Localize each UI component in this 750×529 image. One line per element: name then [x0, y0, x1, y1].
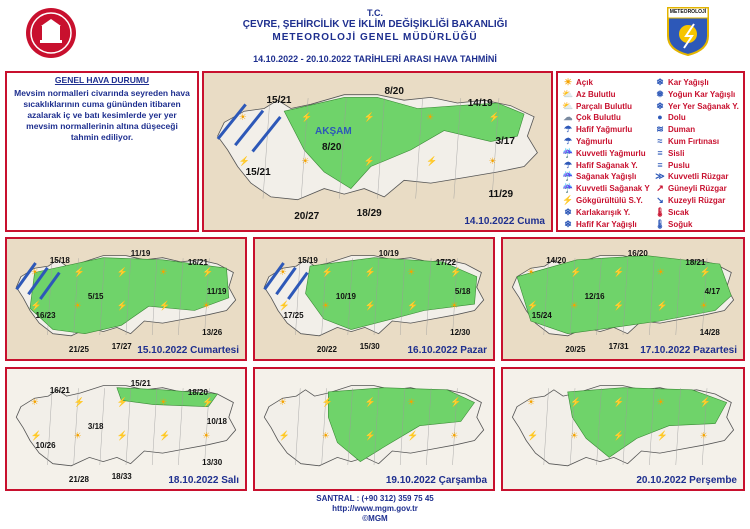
legend-label: Güneyli Rüzgar [668, 184, 727, 194]
thunderstorm-icon: ⚡ [613, 397, 625, 407]
sandstorm-icon: ≈ [657, 136, 663, 146]
temperature-label: 10/18 [206, 417, 227, 426]
sun-icon: ☀ [488, 156, 497, 167]
temperature-label: 21/25 [68, 344, 89, 354]
temperature-label: 11/19 [206, 287, 227, 296]
legend-label: Kum Fırtınası [668, 137, 720, 146]
sun-icon: ☀ [450, 430, 459, 441]
sun-icon: ☀ [450, 300, 459, 311]
temperature-label: 8/20 [321, 142, 342, 154]
turkey-map [255, 369, 493, 489]
rain-icon: ☂ [563, 136, 573, 146]
sun-icon: ☀ [563, 77, 573, 87]
thunderstorm-icon: ⚡ [116, 267, 128, 277]
partly-cloudy-icon: ⛅ [562, 100, 574, 111]
light-snow-icon: ❄ [564, 218, 572, 229]
legend-item [654, 219, 692, 230]
thunderstorm-icon: ⚡ [73, 267, 85, 277]
map-date-label: 19.10.2022 Çarşamba [385, 475, 487, 486]
temperature-label: 13/26 [202, 327, 223, 337]
legend-label: Hafif Yağmurlu [576, 125, 633, 135]
thunderstorm-icon: ⚡ [407, 430, 419, 441]
legend-label: Hafif Kar Yağışlı [576, 219, 637, 229]
thunderstorm-icon: ⚡ [699, 267, 712, 277]
legend-label: Kuzeyli Rüzgar [668, 196, 726, 205]
thunderstorm-icon: ⚡ [450, 397, 462, 407]
light-rain-icon: ☂ [563, 124, 573, 135]
temperature-label: 14/20 [546, 255, 567, 265]
header-directorate: METEOROLOJİ GENEL MÜDÜRLÜĞÜ [272, 32, 478, 43]
legend-label: Yer Yer Sağanak Y. [668, 101, 739, 111]
sun-icon: ☀ [570, 300, 579, 311]
thunderstorm-icon: ⚡ [613, 300, 625, 311]
hot-icon: 🌡 [654, 206, 666, 217]
thunderstorm-icon: ⚡ [613, 430, 625, 441]
legend-label: Açık [576, 78, 593, 87]
thunderstorm-icon: ⚡ [426, 156, 438, 167]
map-date-label: 15.10.2022 Cumartesi [137, 345, 239, 356]
sun-icon: ☀ [238, 112, 247, 123]
legend-label: Parçalı Bulutlu [576, 101, 633, 111]
temperature-label: 15/24 [531, 311, 552, 320]
temperature-label: 15/30 [359, 342, 380, 352]
header-date-range: 14.10.2022 - 20.10.2022 TARİHLERİ ARASI HAVA TAHMİNİ [253, 54, 497, 64]
footer-copyright: ©MGM [362, 514, 388, 523]
legend-item [562, 219, 637, 230]
turkey-map [503, 369, 743, 489]
thunderstorm-icon: ⚡ [301, 112, 313, 123]
legend-item [654, 124, 695, 135]
legend-box [556, 71, 745, 232]
legend-item [562, 89, 616, 100]
thunderstorm-icon: ⚡ [278, 430, 291, 441]
legend-item [654, 101, 739, 112]
legend-item [562, 160, 638, 171]
sun-icon: ☀ [656, 397, 665, 407]
temperature-label: 16/20 [627, 248, 648, 258]
temperature-label: 14/19 [467, 98, 493, 110]
thunderstorm-icon: ⚡ [488, 112, 500, 123]
legend-item [654, 148, 684, 158]
sun-icon: ☀ [321, 430, 330, 441]
sun-icon: ☀ [527, 267, 536, 277]
north-wind-icon: ↘ [656, 195, 664, 205]
legend-label: Yoğun Kar Yağışlı [668, 89, 736, 99]
heavy-shower-icon: ☔ [562, 183, 574, 194]
legend-label: Puslu [668, 160, 690, 170]
legend-item [654, 160, 690, 170]
legend-item [654, 89, 735, 100]
temperature-label: 18/20 [187, 388, 208, 398]
thunderstorm-icon: ⚡ [278, 300, 291, 311]
turkey-map [7, 239, 245, 359]
sun-icon: ☀ [30, 397, 39, 407]
map-date-label: 20.10.2022 Perşembe [636, 475, 737, 486]
sun-icon: ☀ [159, 397, 168, 407]
sun-icon: ☀ [527, 397, 536, 407]
thunderstorm-icon: ⚡ [570, 267, 582, 277]
smoke-icon: ≋ [656, 124, 664, 135]
thunderstorm-icon: ⚡ [116, 300, 128, 311]
legend-item [562, 112, 621, 123]
legend-label: Sıcak [668, 207, 689, 217]
thunderstorm-icon: ⚡ [364, 267, 376, 277]
footer-phone: SANTRAL : (+90 312) 359 75 45 [316, 494, 434, 503]
legend-item [654, 183, 727, 194]
temperature-label: 17/25 [283, 311, 304, 320]
legend-label: Sisli [668, 148, 685, 158]
fog-icon: ≡ [657, 147, 663, 158]
legend-label: Kar Yağışlı [668, 78, 709, 87]
map-panel-thursday [501, 367, 745, 491]
strong-wind-icon: ≫ [655, 171, 665, 182]
sun-icon: ☀ [73, 300, 82, 311]
mgm-logo [666, 6, 710, 56]
thunderstorm-icon: ⚡ [202, 267, 214, 277]
temperature-label: 10/19 [335, 291, 356, 301]
legend-label: Çok Bulutlu [576, 113, 621, 123]
south-wind-icon: ↗ [656, 183, 664, 194]
temperature-label: 14/28 [699, 327, 720, 337]
thunderstorm-icon: ⚡ [656, 300, 668, 311]
map-panel-wednesday [253, 367, 495, 491]
temperature-label: 18/29 [356, 208, 382, 220]
temperature-label: 12/30 [450, 327, 471, 337]
legend-item [654, 112, 686, 122]
hail-icon: ● [657, 112, 663, 123]
sun-icon: ☀ [202, 300, 211, 311]
summary-box [5, 71, 199, 232]
map-date-label: 16.10.2022 Pazar [407, 345, 487, 356]
sun-icon: ☀ [73, 430, 82, 441]
temperature-label: 15/21 [130, 378, 151, 388]
temperature-label: 20/25 [565, 344, 586, 354]
temperature-label: 12/16 [584, 291, 605, 301]
legend-item [562, 195, 643, 206]
temperature-label: 18/21 [685, 258, 706, 268]
map-date-label: 14.10.2022 Cuma [464, 216, 545, 227]
sun-icon: ☀ [699, 300, 708, 311]
snow-shower-icon: ❄ [656, 100, 664, 111]
sleet-icon: ❄ [564, 206, 572, 217]
cold-icon: 🌡 [654, 218, 666, 229]
temperature-label: 17/22 [435, 258, 456, 268]
legend-label: Kuvvetli Yağmurlu [576, 148, 646, 158]
legend-label: Kuvvetli Rüzgar [668, 172, 729, 182]
temperature-label: 17/27 [111, 342, 132, 352]
temperature-label: 15/21 [266, 94, 292, 106]
legend-item [562, 136, 612, 147]
legend-item [654, 77, 709, 88]
temperature-label: 13/30 [202, 457, 223, 467]
thunderstorm-icon: ⚡ [450, 267, 462, 277]
thunderstorm-icon: ⚡ [527, 430, 539, 441]
map-panel-monday [501, 237, 745, 361]
snow-icon: ❄ [656, 77, 664, 87]
temperature-label: 16/23 [35, 311, 56, 320]
temperature-label: 10/26 [35, 441, 56, 450]
turkey-map [503, 239, 743, 359]
sun-icon: ☀ [159, 267, 168, 277]
temperature-label: 3/17 [495, 135, 515, 147]
shower-icon: ☔ [562, 171, 574, 182]
legend-label: Kuvvetli Sağanak Y [576, 184, 650, 194]
thunderstorm-icon: ⚡ [202, 397, 214, 407]
map-date-label: 18.10.2022 Salı [168, 475, 239, 486]
legend-item [654, 207, 689, 218]
mist-icon: ≡ [657, 159, 663, 170]
legend-item [654, 136, 719, 146]
legend-label: Dolu [668, 113, 686, 123]
sun-icon: ☀ [30, 267, 39, 277]
thunderstorm-icon: ⚡ [30, 430, 43, 441]
legend-label: Soğuk [668, 219, 693, 229]
temperature-label: 15/19 [297, 255, 318, 265]
legend-item [562, 148, 646, 159]
thunderstorm-icon: ⚡ [364, 397, 376, 407]
map-panel-friday [202, 71, 553, 232]
thunderstorm-icon: ⚡ [116, 397, 128, 407]
thunderstorm-icon: ⚡ [656, 430, 668, 441]
map-panel-sunday [253, 237, 495, 361]
mgm-logo-text: METEOROLOJİ [669, 9, 707, 15]
sun-icon: ☀ [407, 397, 416, 407]
legend-label: Duman [668, 125, 696, 135]
temperature-label: 16/21 [49, 385, 70, 395]
evening-label: AKŞAM [315, 126, 352, 138]
thunderstorm-icon: ⚡ [363, 156, 375, 167]
temperature-label: 20/27 [294, 211, 320, 223]
temperature-label: 21/28 [68, 474, 89, 484]
temperature-label: 15/21 [245, 167, 271, 179]
map-panel-saturday [5, 237, 247, 361]
legend-label: Gökgürültülü S.Y. [576, 196, 643, 205]
thunderstorm-icon: ⚡ [363, 112, 375, 123]
map-date-label: 17.10.2022 Pazartesi [640, 345, 737, 356]
footer-website[interactable]: http://www.mgm.gov.tr [332, 504, 418, 513]
temperature-label: 8/20 [384, 85, 404, 97]
temperature-label: 11/29 [488, 189, 514, 201]
thunderstorm-icon: ⚡ [364, 300, 376, 311]
thunderstorm-icon: ⚡ [321, 397, 333, 407]
legend-label: Az Bulutlu [576, 89, 616, 99]
thunderstorm-icon: ⚡ [562, 195, 574, 205]
summary-text: Mevsim normalleri civarında seyreden hava sıcaklıklarının cuma gününden itibaren azalarak iç ve batı kesimlerde yer yer mevsim normallerinin altına düşeceği tahmin ediliyor. [14, 88, 190, 142]
temperature-label: 17/31 [608, 342, 629, 352]
turkey-map [7, 369, 245, 489]
temperature-label: 15/18 [49, 255, 70, 265]
sun-icon: ☀ [301, 156, 310, 167]
legend-label: Sağanak Yağışlı [576, 172, 637, 182]
sun-icon: ☀ [656, 267, 665, 277]
thunderstorm-icon: ⚡ [30, 300, 43, 311]
legend-item [562, 183, 650, 194]
temperature-label: 16/21 [187, 258, 208, 268]
temperature-label: 10/19 [378, 248, 399, 258]
thunderstorm-icon: ⚡ [73, 397, 85, 407]
thunderstorm-icon: ⚡ [321, 267, 333, 277]
sun-icon: ☀ [570, 430, 579, 441]
map-panel-tuesday [5, 367, 247, 491]
legend-label: Yağmurlu [576, 137, 613, 146]
thunderstorm-icon: ⚡ [238, 156, 250, 167]
turkey-map [255, 239, 493, 359]
thunderstorm-icon: ⚡ [116, 430, 128, 441]
legend-item [562, 101, 632, 112]
legend-item [654, 171, 728, 182]
summary-title: GENEL HAVA DURUMU [54, 75, 150, 85]
legend-item [562, 171, 636, 182]
heavy-snow-icon: ❅ [656, 88, 664, 99]
thunderstorm-icon: ⚡ [159, 430, 171, 441]
thunderstorm-icon: ⚡ [527, 300, 539, 311]
thunderstorm-icon: ⚡ [407, 300, 419, 311]
temperature-label: 5/15 [87, 291, 104, 301]
thunderstorm-icon: ⚡ [364, 430, 376, 441]
legend-item [654, 195, 725, 206]
light-shower-icon: ☂ [563, 159, 573, 170]
sun-icon: ☀ [426, 112, 435, 123]
sun-icon: ☀ [278, 267, 287, 277]
header-line1: T.C. [366, 8, 383, 18]
temperature-label: 18/33 [111, 472, 132, 482]
cloudy-icon: ☁ [563, 112, 573, 123]
sun-icon: ☀ [699, 430, 708, 441]
sun-icon: ☀ [202, 430, 211, 441]
temperature-label: 3/18 [87, 421, 104, 431]
thunderstorm-icon: ⚡ [159, 300, 171, 311]
temperature-label: 4/17 [704, 287, 721, 296]
temperature-label: 11/19 [130, 248, 151, 258]
legend-label: Hafif Sağanak Y. [576, 160, 638, 170]
thunderstorm-icon: ⚡ [570, 397, 582, 407]
legend-item [562, 207, 630, 218]
sun-icon: ☀ [407, 267, 416, 277]
header-ministry: ÇEVRE, ŞEHİRCİLİK VE İKLİM DEĞİŞİKLİĞİ BAKANLIĞI [242, 19, 508, 30]
temperature-label: 20/22 [316, 344, 337, 354]
temperature-label: 5/18 [454, 287, 471, 296]
few-clouds-icon: ⛅ [562, 88, 574, 99]
sun-icon: ☀ [321, 300, 330, 311]
thunderstorm-icon: ⚡ [613, 267, 625, 277]
turkey-map [204, 73, 551, 230]
thunderstorm-icon: ⚡ [699, 397, 712, 407]
heavy-rain-icon: ☔ [562, 147, 574, 158]
sun-icon: ☀ [278, 397, 287, 407]
legend-label: Karlakarışık Y. [576, 207, 631, 217]
legend-item [562, 77, 593, 88]
legend-item [562, 124, 632, 135]
